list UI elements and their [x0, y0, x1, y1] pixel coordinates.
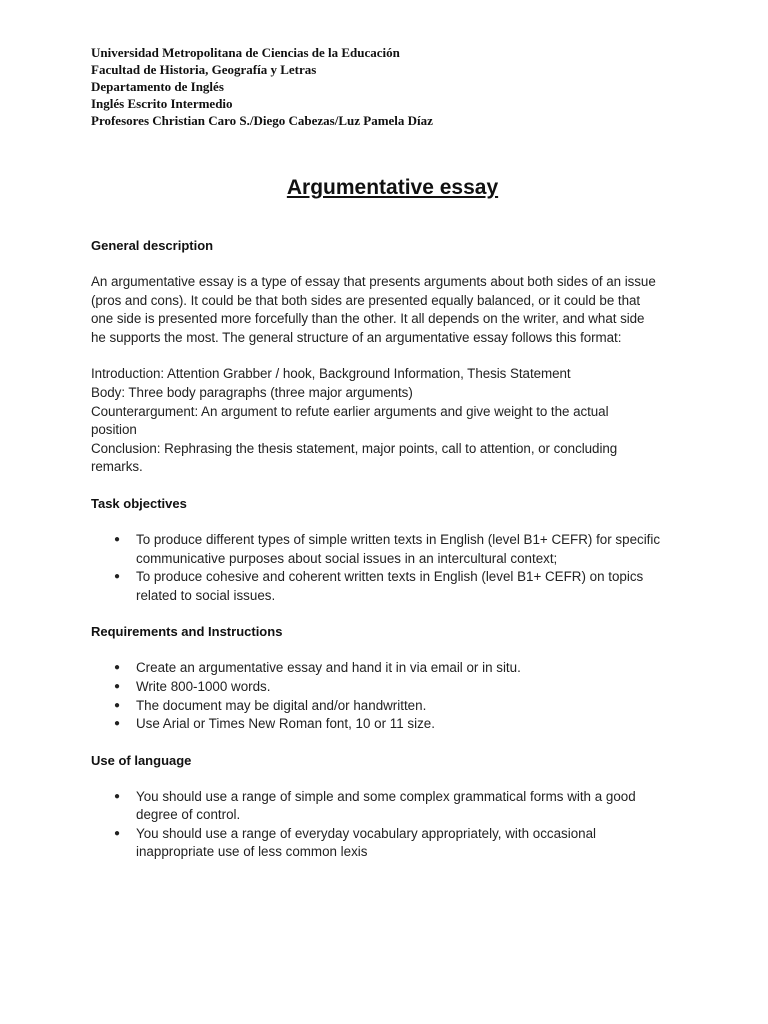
list-item: ● The document may be digital and/or handwritten.: [91, 697, 688, 716]
heading-use-of-language: Use of language: [91, 752, 192, 768]
header-line-department: Departamento de Inglés: [91, 79, 224, 94]
list-item: ● Use Arial or Times New Roman font, 10 or 11 size.: [91, 715, 688, 734]
institution-header: [91, 44, 688, 129]
structure-introduction: Introduction: Attention Grabber / hook, Background Information, Thesis Statement: [91, 366, 571, 382]
header-line-professors: Profesores Christian Caro S./Diego Cabezas/Luz Pamela Díaz: [91, 113, 433, 128]
general-description-paragraph: [91, 273, 688, 347]
list-item: ● You should use a range of simple and some complex grammatical forms with a good degree of control.: [114, 788, 636, 823]
header-line-course: Inglés Escrito Intermedio: [91, 96, 233, 111]
list-item: ● To produce cohesive and coherent written texts in English (level B1+ CEFR) on topics related to social issues.: [114, 569, 644, 603]
heading-general-description: General description: [91, 238, 214, 253]
paragraph-line: one side is presented more forcefully than the other. It all depends on the writer, and what side: [91, 311, 645, 327]
heading-requirements: Requirements and Instructions: [91, 624, 283, 640]
heading-task-objectives: Task objectives: [91, 495, 187, 511]
header-line-faculty: Facultad de Historia, Geografía y Letras: [91, 62, 317, 77]
header-line-university: Universidad Metropolitana de Ciencias de la Educación: [91, 45, 400, 60]
bullet-icon: ●: [114, 533, 121, 545]
list-item: ● To produce different types of simple written texts in English (level B1+ CEFR) for specific communicative purposes about social issues in an intercultural context;: [114, 531, 661, 566]
bullet-icon: ●: [114, 680, 121, 692]
structure-counterargument-cont: position: [91, 422, 137, 438]
requirements-list: [91, 659, 688, 733]
bullet-icon: ●: [114, 827, 121, 839]
bullet-icon: ●: [114, 662, 121, 674]
language-list: [91, 788, 688, 862]
list-item: ● Write 800-1000 words.: [91, 678, 688, 697]
document-title: Argumentative essay: [286, 176, 499, 199]
bullet-icon: ●: [114, 699, 121, 711]
objectives-list: [91, 531, 688, 605]
list-item: ● You should use a range of everyday vocabulary appropriately, with occasional inappropriate use of less common lexis: [114, 825, 597, 860]
bullet-icon: ●: [114, 718, 121, 730]
list-item: ● Create an argumentative essay and hand it in via email or in situ.: [91, 659, 688, 678]
structure-body: Body: Three body paragraphs (three major arguments): [91, 384, 413, 400]
paragraph-line: An argumentative essay is a type of essay that presents arguments about both sides of an issue: [91, 274, 656, 289]
bullet-icon: ●: [114, 571, 121, 583]
structure-conclusion-cont: remarks.: [91, 459, 143, 475]
paragraph-line: he supports the most. The general structure of an argumentative essay follows this format:: [91, 329, 622, 345]
essay-structure-list: [91, 365, 688, 477]
structure-counterargument: Counterargument: An argument to refute earlier arguments and give weight to the actual: [91, 403, 609, 419]
structure-conclusion: Conclusion: Rephrasing the thesis statement, major points, call to attention, or concluding: [91, 440, 618, 456]
paragraph-line: (pros and cons). It could be that both sides are presented equally balanced, or it could be that: [91, 292, 641, 308]
bullet-icon: ●: [114, 790, 121, 802]
